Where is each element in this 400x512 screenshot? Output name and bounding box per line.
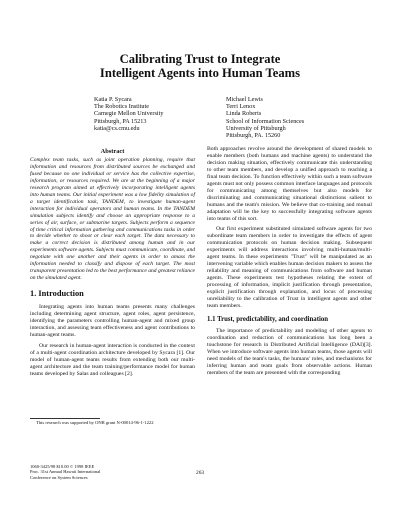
author-block-2 [226,96,304,139]
paper-title-line-1: Calibrating Trust to Integrate [119,52,281,66]
right-paragraph-3: The importance of predictability and modeling of other agents to coordination and reduction of communications has long been a touchstone for research in Distributed Artificial Intelligence (DAI)[3]. When we introduce software agents into human teams, those agents will need models of the team's tasks, the humans' roles, and mechanisms for inferring human and team goals from observable actions. Human members of the team are presented with the corresponding [207,327,372,376]
author-name: Katia P. Sycara [94,96,132,103]
right-column [207,146,372,377]
author-affiliation: The Robotics Institute [94,103,149,111]
author-name: Michael Lewis [226,96,263,103]
page-number: 263 [196,470,205,476]
right-paragraph-1: Both approaches revolve around the development of shared models to enable members (both humans and machine agents) to understand the decision making situation, effectively communicate this understanding to other team members, and develop a unified approach to reaching a final team decision. To function effectively within such a team software agents must not only possess common interface languages and protocols for communicating among themselves but also models for discriminating and communicating situational distinctions salient to humans and the team's mission. We believe that co-training and mutual adaptation will be the key to successfully integrating software agents into teams of this sort. [207,146,372,222]
abstract-heading: Abstract [100,148,125,155]
right-paragraph-2: Our first experiment substituted simulated software agents for two subordinate team members in order to investigate the effects of agent communication protocols on human decision making. Subsequent experiments will address interactions involving multi-human/multi-agent teams. In these experiments "Trust" will be manipulated as an intervening variable which enables human decision makers to assess the reliability and meaning of communications from software and human agents. These experiments test hypotheses relating the extent of processing of information, implicit justification through presentation, explicit justification through explanation, and locus of processing unreliability to the calibration of Trust in intelligent agents and other team members. [207,226,372,309]
left-column [30,148,195,378]
author-address: Pittsburgh, PA 15213 [94,117,147,125]
funding-footnote: This research was supported by ONR grant N-00014-96-1-1222 [36,420,154,425]
subsection-heading: 1.1 Trust, predictability, and coordination [207,315,329,323]
author-name: Linda Roberts [226,110,262,118]
author-affiliation: School of Information Sciences [226,117,305,125]
author-address: Pittsburgh, PA. 15260 [226,132,281,140]
publication-info [30,464,100,480]
author-block-1 [94,96,163,132]
author-affiliation: Carnegie Mellon University [94,110,164,118]
intro-paragraph-1: Integrating agents into human teams presents many challenges including determining agent structure, agent roles, agent persistence, identifying the parameters controlling human-agent and mixed group interaction, and assessing team effectiveness and agent contributions to human-agent teams. [30,304,195,338]
publication-line: Proc. 31st Annual Hawaii International [30,469,101,475]
publication-line: Conference on System Sciences [30,474,88,480]
author-affiliation: University of Pittsburgh [226,124,286,132]
section-heading-introduction: 1. Introduction [30,289,84,299]
footnote-rule [30,418,100,419]
paper-title-line-2: Intelligent Agents into Human Teams [99,66,301,80]
intro-paragraph-2: Our research in human-agent interaction is conducted in the context of a multi-agent coordination architecture developed by Sycara [1]. Our model of human-agent teams results from extending both our multi-agent architecture and the team training/performance model for human teams developed by Salas and colleagues [2]. [30,342,195,377]
abstract-text: Complex team tasks, such as joint operation planning, require that information and resources from distributed sources be exchanged and fused because no one individual or service has the collective expertise, information, or resources required. We are at the beginning of a major research program aimed at effectively incorporating intelligent agents into human teams. Our initial experiment was a low fidelity simulation of a target identification task, TANDEM, to investigate human-agent interaction for individual operators and human teams. In the TANDEM simulation subjects identify and choose an appropriate response to a series of air, surface, or submarine targets. Subjects perform a sequence of time critical information gathering and communications tasks in order to decide whether to shoot or clear each target. The data necessary to make a correct decision is distributed among human and in our experiments software agents. Subjects must communicate, coordinate, and negotiate with one another and their agents in order to amass the information needed to classify and dispose of each target. The most transparent presentation led to the best performance and greatest reliance on the simulated agent. [30,157,195,282]
publication-line: 1060-3425/98 $10.00 © 1998 IEEE [30,464,95,469]
author-name: Terri Lenox [226,103,256,111]
author-email: katia@cs.cmu.edu [94,124,140,132]
